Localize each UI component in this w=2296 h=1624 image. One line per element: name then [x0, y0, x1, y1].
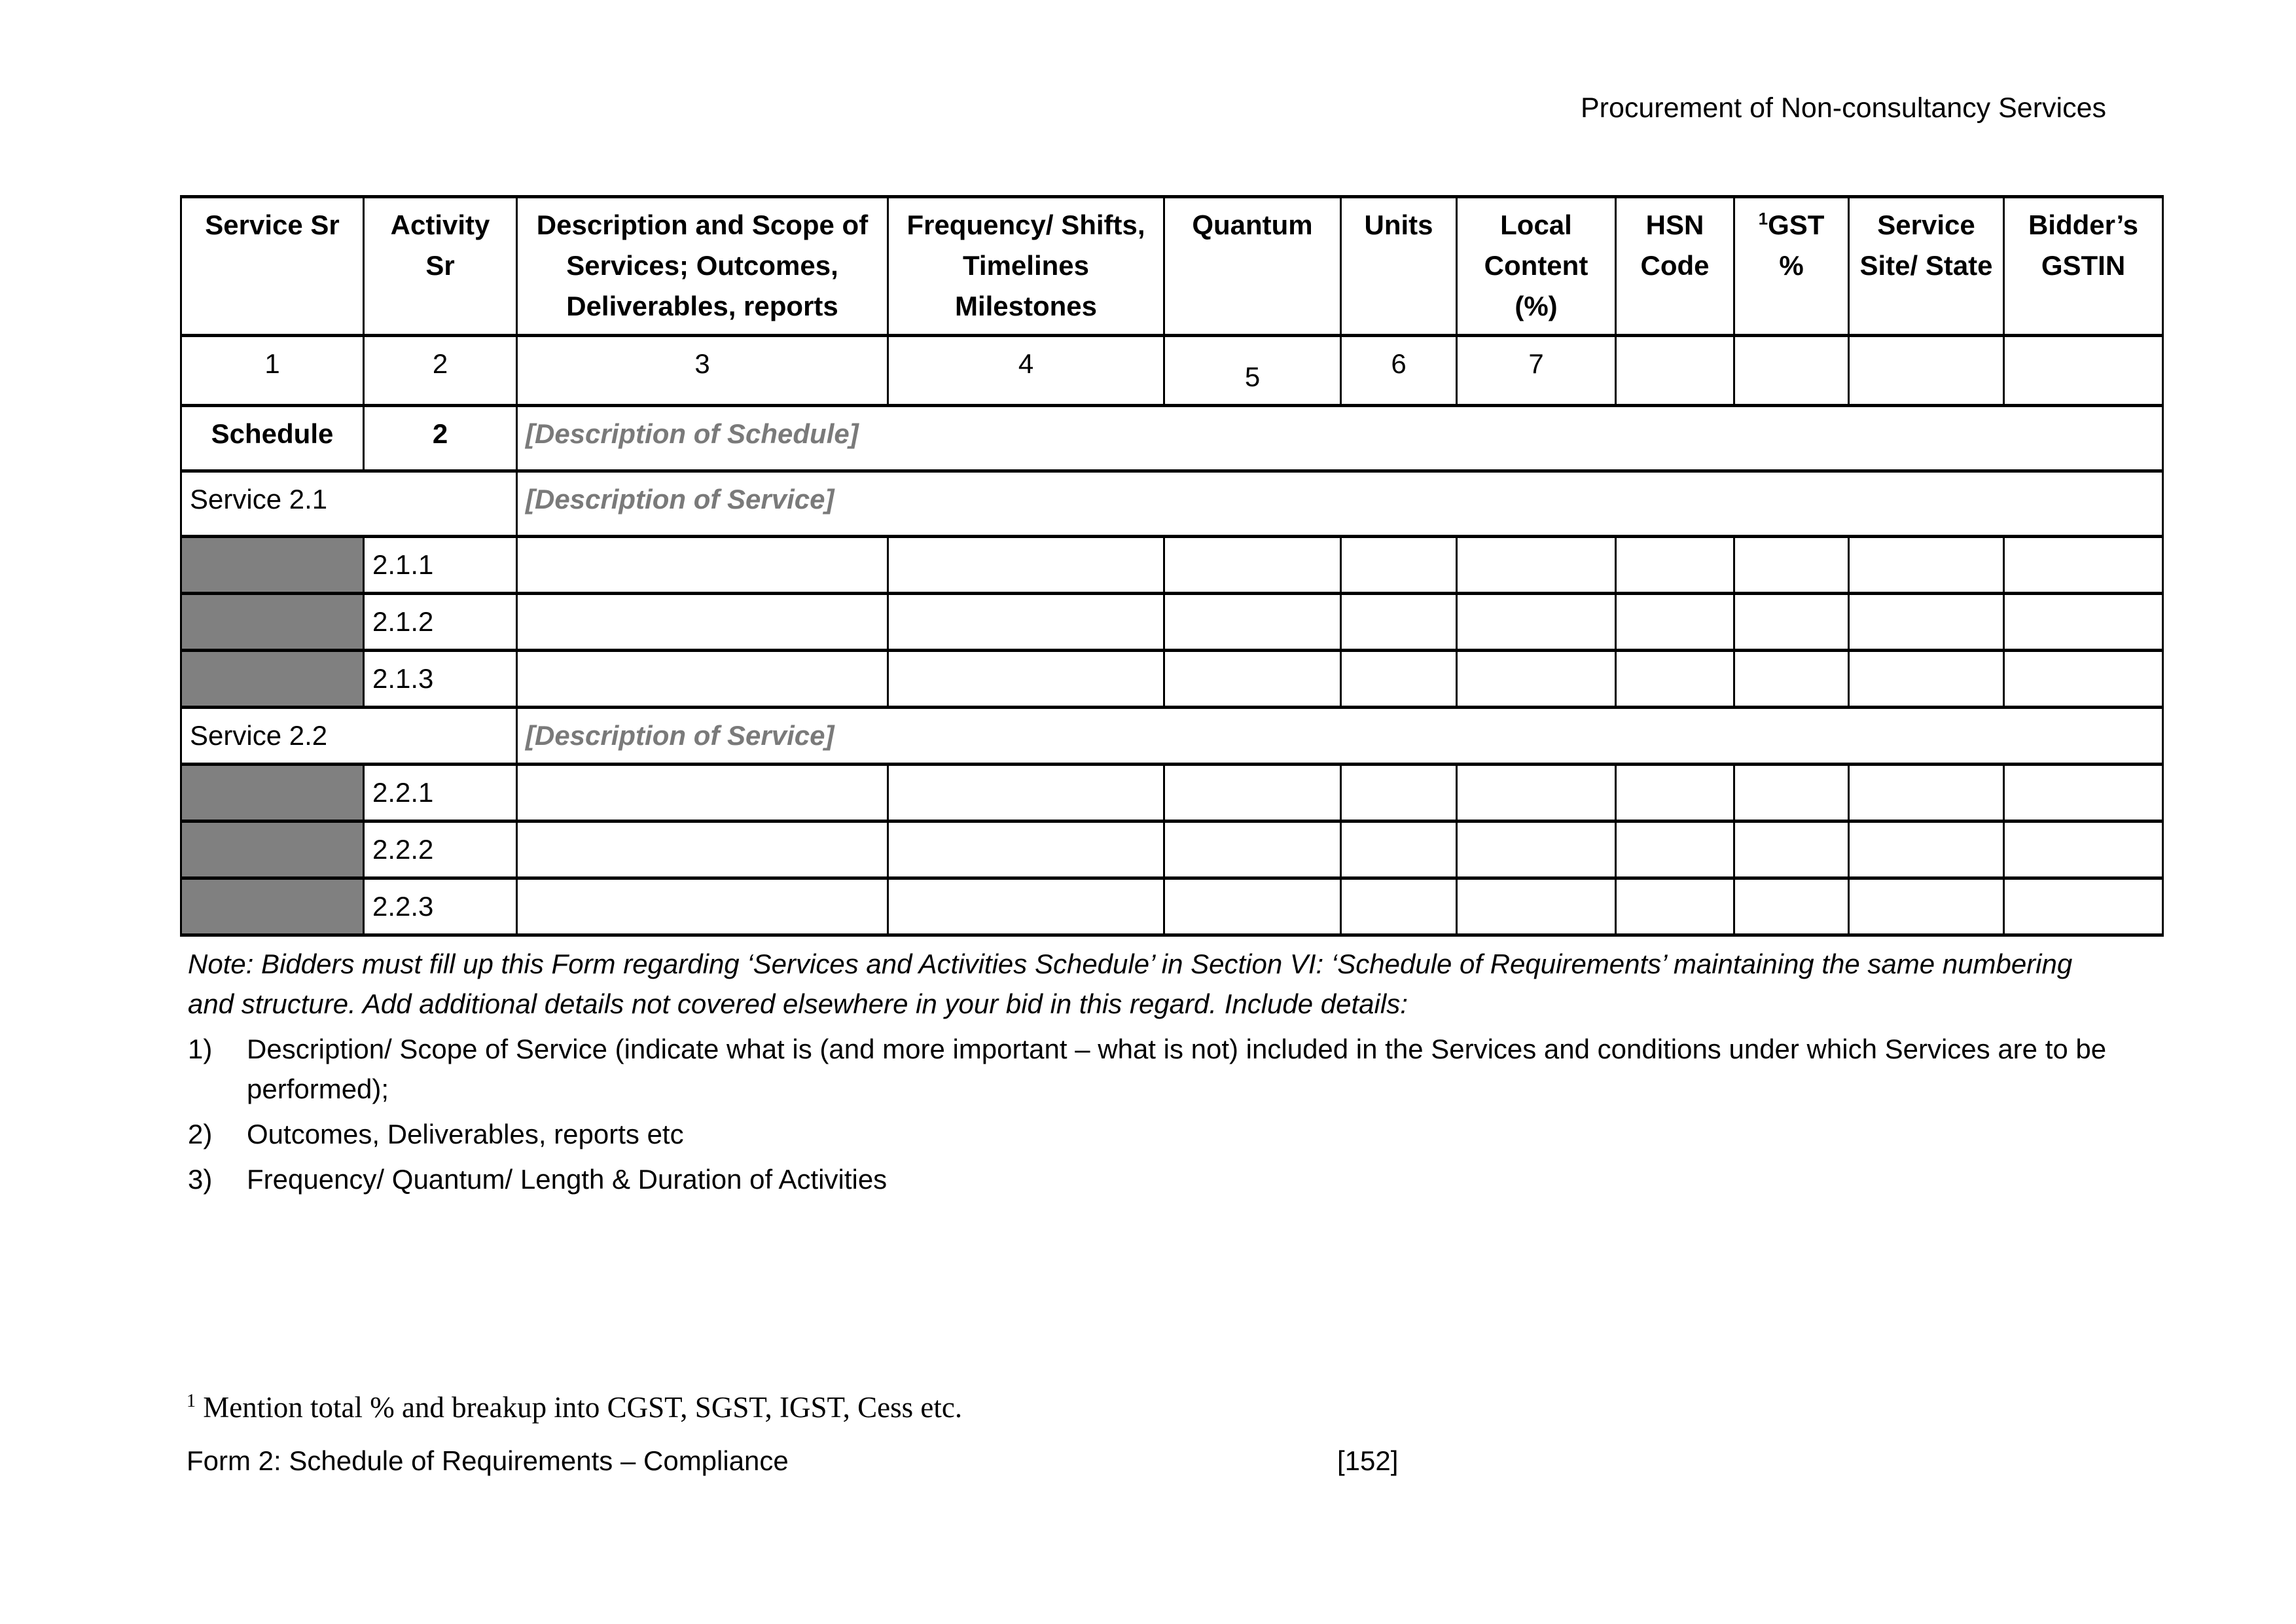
gray-fill-cell [181, 765, 364, 821]
empty-cell [1341, 765, 1457, 821]
activity-row [181, 537, 2163, 594]
header-gst [1734, 197, 1849, 336]
empty-cell [888, 537, 1164, 594]
page-header: Procurement of Non-consultancy Services [1580, 92, 2106, 124]
empty-cell [517, 878, 888, 935]
schedule-label-cell: Schedule [181, 406, 364, 471]
service-label-cell: Service 2.2 [181, 708, 517, 765]
empty-cell [1341, 651, 1457, 708]
service-row [181, 471, 2163, 537]
list-item-text: Frequency/ Quantum/ Length & Duration of Activities [247, 1164, 888, 1195]
col-number-cell: 1 [181, 336, 364, 406]
empty-cell [1616, 594, 1734, 651]
schedule-number-cell: 2 [364, 406, 517, 471]
details-list [188, 1029, 2125, 1204]
footnote-text: Mention total % and breakup into CGST, SGST, IGST, Cess etc. [196, 1391, 963, 1424]
header-local-content: Local Content (%) [1457, 197, 1616, 336]
footnote [187, 1389, 962, 1426]
list-item-text: Outcomes, Deliverables, reports etc [247, 1119, 684, 1149]
empty-cell [1616, 878, 1734, 935]
empty-cell [1734, 878, 1849, 935]
empty-cell [1341, 878, 1457, 935]
header-activity-sr: Activity Sr [364, 197, 517, 336]
footer-form-title: Form 2: Schedule of Requirements – Compliance [187, 1445, 789, 1476]
empty-cell [1341, 594, 1457, 651]
empty-cell [1734, 594, 1849, 651]
empty-cell [888, 878, 1164, 935]
schedule-row [181, 406, 2163, 471]
list-item [188, 1114, 2125, 1154]
service-description-placeholder: [Description of Service] [517, 708, 2163, 765]
col-number-cell: 3 [517, 336, 888, 406]
empty-cell [1849, 336, 2004, 406]
empty-cell [1616, 651, 1734, 708]
empty-cell [1616, 821, 1734, 878]
page-footer [187, 1443, 2150, 1479]
list-item [188, 1029, 2125, 1109]
empty-cell [1849, 537, 2004, 594]
empty-cell [1341, 537, 1457, 594]
empty-cell [1616, 765, 1734, 821]
empty-cell [2004, 878, 2163, 935]
service-description-placeholder: [Description of Service] [517, 471, 2163, 537]
empty-cell [888, 594, 1164, 651]
list-item-marker: 1) [188, 1034, 213, 1064]
list-item-marker: 3) [188, 1164, 213, 1195]
gray-fill-cell [181, 651, 364, 708]
header-service-sr: Service Sr [181, 197, 364, 336]
activity-row [181, 594, 2163, 651]
service-label-cell: Service 2.1 [181, 471, 517, 537]
schedule-description-placeholder: [Description of Schedule] [517, 406, 2163, 471]
header-quantum: Quantum [1164, 197, 1341, 336]
empty-cell [1457, 537, 1616, 594]
activity-sr-cell: 2.1.2 [364, 594, 517, 651]
empty-cell [2004, 537, 2163, 594]
empty-cell [888, 821, 1164, 878]
column-number-row [181, 336, 2163, 406]
empty-cell [517, 537, 888, 594]
gray-fill-cell [181, 594, 364, 651]
empty-cell [1734, 821, 1849, 878]
header-bidders-gstin: Bidder’s GSTIN [2004, 197, 2163, 336]
header-frequency: Frequency/ Shifts, Timelines Milestones [888, 197, 1164, 336]
empty-cell [888, 651, 1164, 708]
empty-cell [1616, 336, 1734, 406]
service-row [181, 708, 2163, 765]
empty-cell [2004, 821, 2163, 878]
empty-cell [1164, 537, 1341, 594]
col-number-cell: 2 [364, 336, 517, 406]
activity-row [181, 651, 2163, 708]
empty-cell [2004, 594, 2163, 651]
list-item [188, 1159, 2125, 1199]
empty-cell [1164, 765, 1341, 821]
activity-sr-cell: 2.1.3 [364, 651, 517, 708]
list-item-marker: 2) [188, 1119, 213, 1149]
header-gst-label: GST % [1768, 209, 1825, 281]
empty-cell [1457, 765, 1616, 821]
empty-cell [517, 765, 888, 821]
empty-cell [1849, 594, 2004, 651]
empty-cell [1734, 651, 1849, 708]
header-service-site: Service Site/ State [1849, 197, 2004, 336]
empty-cell [2004, 765, 2163, 821]
header-hsn-code: HSN Code [1616, 197, 1734, 336]
empty-cell [1849, 821, 2004, 878]
footnote-number: 1 [187, 1391, 196, 1411]
empty-cell [517, 651, 888, 708]
note-paragraph: Note: Bidders must fill up this Form regarding ‘Services and Activities Schedule’ in Section VI: ‘Schedule of Requirements’ maintaining the same numbering and structure. Add additional details not covered elsewhere in your bid in this regard. Include details: [188, 948, 2073, 1019]
activity-sr-cell: 2.2.1 [364, 765, 517, 821]
empty-cell [1457, 651, 1616, 708]
footnote-ref-mark: 1 [1758, 209, 1768, 228]
activity-row [181, 821, 2163, 878]
col-number-cell: 4 [888, 336, 1164, 406]
empty-cell [2004, 336, 2163, 406]
empty-cell [1849, 765, 2004, 821]
activity-sr-cell: 2.1.1 [364, 537, 517, 594]
empty-cell [1457, 594, 1616, 651]
empty-cell [1734, 537, 1849, 594]
table-header-row [181, 197, 2163, 336]
empty-cell [1849, 651, 2004, 708]
schedule-of-requirements-table [180, 195, 2164, 937]
footer-page-number: [152] [1337, 1445, 1399, 1476]
empty-cell [1164, 821, 1341, 878]
activity-row [181, 765, 2163, 821]
empty-cell [1164, 594, 1341, 651]
list-item-text: Description/ Scope of Service (indicate what is (and more important – what is not) included in the Services and conditions under which Services are to be performed); [247, 1034, 2107, 1104]
activity-sr-cell: 2.2.2 [364, 821, 517, 878]
col-number-cell: 7 [1457, 336, 1616, 406]
gray-fill-cell [181, 537, 364, 594]
activity-row [181, 878, 2163, 935]
gray-fill-cell [181, 878, 364, 935]
empty-cell [1457, 878, 1616, 935]
empty-cell [1164, 878, 1341, 935]
empty-cell [1734, 336, 1849, 406]
header-description: Description and Scope of Services; Outcomes, Deliverables, reports [517, 197, 888, 336]
empty-cell [1457, 821, 1616, 878]
empty-cell [2004, 651, 2163, 708]
empty-cell [1341, 821, 1457, 878]
empty-cell [1849, 878, 2004, 935]
gray-fill-cell [181, 821, 364, 878]
header-units: Units [1341, 197, 1457, 336]
col-number-cell: 5 [1164, 336, 1341, 406]
empty-cell [1734, 765, 1849, 821]
empty-cell [517, 594, 888, 651]
empty-cell [888, 765, 1164, 821]
empty-cell [1164, 651, 1341, 708]
activity-sr-cell: 2.2.3 [364, 878, 517, 935]
empty-cell [517, 821, 888, 878]
empty-cell [1616, 537, 1734, 594]
col-number-cell: 6 [1341, 336, 1457, 406]
